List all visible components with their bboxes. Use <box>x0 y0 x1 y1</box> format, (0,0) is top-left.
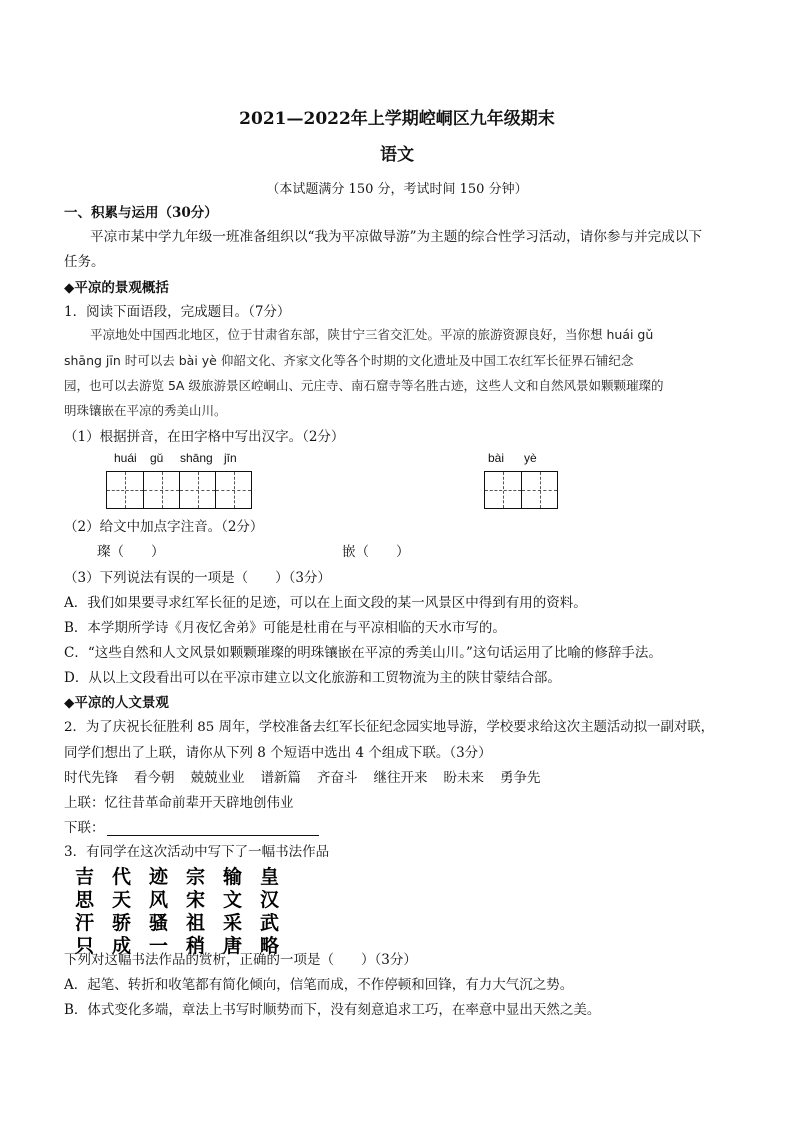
phrase-item: 齐奋斗 <box>317 770 358 786</box>
pinyin-ye: yè <box>524 451 537 465</box>
calligraphy-char: 骚 <box>148 912 168 934</box>
grid-cell[interactable] <box>179 472 215 508</box>
phrase-item: 盼未来 <box>443 770 484 786</box>
passage-line-1: 平凉地处中国西北地区，位于甘肃省东部，陕甘宁三省交汇处。平凉的旅游资源良好，当你想 huái gǔ <box>90 327 654 342</box>
passage-line-3: 园，也可以去游览 5A 级旅游景区崆峒山、元庄寺、南石窟寺等名胜古迹，这些人文和自然风景如颗颗璀璨的 <box>64 378 664 393</box>
grid-cell[interactable] <box>485 472 521 508</box>
upper-couplet: 上联：忆往昔革命前辈开天辟地创伟业 <box>64 795 294 811</box>
calligraphy-char: 武 <box>259 912 279 934</box>
lower-couplet-row <box>64 816 319 836</box>
question-2-line-1: 2．为了庆祝长征胜利 85 周年，学校准备去红军长征纪念园实地导游，学校要求给这次主题活动拟一副对联， <box>64 720 715 735</box>
pinyin-huai: huái <box>114 451 137 465</box>
calligraphy-char: 吉 <box>74 866 94 888</box>
calligraphy-char: 天 <box>111 889 131 911</box>
calligraphy-char: 皇 <box>259 866 279 888</box>
calligraphy-char: 祖 <box>185 912 205 934</box>
calligraphy-char: 输 <box>222 866 242 888</box>
phrase-item: 兢兢业业 <box>190 770 245 786</box>
phrase-item: 继往开来 <box>373 770 428 786</box>
calligraphy-char: 一 <box>148 935 168 957</box>
calligraphy-char: 思 <box>74 889 94 911</box>
sub-question-2: （2）给文中加点字注音。（2分） <box>64 519 264 535</box>
phrase-list <box>64 766 557 786</box>
passage-line-2: shāng jīn 时可以去 bài yè 仰韶文化、齐家文化等各个时期的文化遗址及中国工农红军长征界石铺纪念 <box>64 353 634 368</box>
pinyin-gu: gǔ <box>150 451 164 465</box>
option-d: D．从以上文段看出可以在平凉市建立以文化旅游和工贸物流为主的陕甘蒙结合部。 <box>64 670 561 686</box>
intro-line-2: 任务。 <box>64 254 105 270</box>
pinyin-jin: jīn <box>224 451 237 465</box>
calligraphy-char: 成 <box>111 935 131 957</box>
subject-title: 语文 <box>380 145 414 165</box>
calligraphy-char: 采 <box>222 912 242 934</box>
calligraphy-char: 只 <box>74 935 94 957</box>
writing-grid-left[interactable] <box>106 471 252 509</box>
phrase-item: 勇争先 <box>500 770 541 786</box>
calligraphy-char: 宋 <box>185 889 205 911</box>
sub-question-3: （3）下列说法有误的一项是（ ）（3分） <box>64 570 331 586</box>
question-3-prompt: 下列对这幅书法作品的赏析，正确的一项是（ ）（3分） <box>64 952 417 968</box>
option-a: A．我们如果要寻求红军长征的足迹，可以在上面文段的某一风景区中得到有用的资料。 <box>64 595 587 611</box>
calligraphy-char: 风 <box>148 889 168 911</box>
part1-heading: ◆平凉的景观概括 <box>64 280 169 296</box>
pinyin-shang: shāng <box>180 451 213 465</box>
question-3: 3．有同学在这次活动中写下了一幅书法作品 <box>64 844 330 860</box>
grid-cell[interactable] <box>143 472 179 508</box>
calligraphy-char: 迹 <box>148 866 168 888</box>
phrase-item: 谱新篇 <box>260 770 301 786</box>
lower-couplet-blank[interactable] <box>107 821 319 836</box>
calligraphy-artwork <box>66 862 290 960</box>
sub-question-1: （1）根据拼音，在田字格中写出汉字。（2分） <box>64 429 345 445</box>
q3-option-a: A．起笔、转折和收笔都有简化倾向，信笔而成，不作停顿和回锋，有力大气沉之势。 <box>64 977 574 993</box>
part2-heading: ◆平凉的人文景观 <box>64 695 169 711</box>
option-b: B．本学期所学诗《月夜忆舍弟》可能是杜甫在与平凉相临的天水市写的。 <box>64 620 506 636</box>
calligraphy-char: 唐 <box>222 935 242 957</box>
question-2-line-2: 同学们想出了上联，请你从下列 8 个短语中选出 4 个组成下联。（3分） <box>64 745 492 761</box>
lower-couplet-label: 下联： <box>64 820 105 836</box>
option-c: C．“这些自然和人文风景如颗颗璀璨的明珠镶嵌在平凉的秀美山川。”这句话运用了比喻的修辞手法。 <box>64 645 662 661</box>
calligraphy-char: 文 <box>222 889 242 911</box>
grid-cell[interactable] <box>107 472 143 508</box>
grid-cell[interactable] <box>521 472 557 508</box>
passage-line-4: 明珠镶嵌在平凉的秀美山川。 <box>64 403 227 418</box>
annotate-char-1: 璨（ ） <box>97 544 165 560</box>
grid-cell[interactable] <box>215 472 251 508</box>
calligraphy-char: 略 <box>259 935 279 957</box>
phrase-item: 看今朝 <box>134 770 175 786</box>
exam-title: 2021—2022年上学期崆峒区九年级期末 <box>239 109 555 129</box>
q3-option-b: B．体式变化多端，章法上书写时顺势而下，没有刻意追求工巧，在率意中显出天然之美。 <box>64 1002 601 1018</box>
section-heading: 一、积累与运用（30分） <box>64 205 218 221</box>
calligraphy-char: 汗 <box>74 912 94 934</box>
calligraphy-char: 宗 <box>185 866 205 888</box>
intro-line-1: 平凉市某中学九年级一班准备组织以“我为平凉做导游”为主题的综合性学习活动，请你参与并完成以下 <box>90 229 703 245</box>
phrase-item: 时代先锋 <box>64 770 118 786</box>
pinyin-bai: bài <box>488 451 505 465</box>
exam-note: （本试题满分 150 分，考试时间 150 分钟） <box>266 182 528 197</box>
calligraphy-char: 骄 <box>111 912 131 934</box>
calligraphy-char: 代 <box>111 866 131 888</box>
writing-grid-right[interactable] <box>484 471 558 509</box>
calligraphy-char: 汉 <box>259 889 279 911</box>
annotate-char-2: 嵌（ ） <box>342 544 410 560</box>
calligraphy-char: 稍 <box>185 935 205 957</box>
question-1: 1．阅读下面语段，完成题目。（7分） <box>64 304 291 320</box>
